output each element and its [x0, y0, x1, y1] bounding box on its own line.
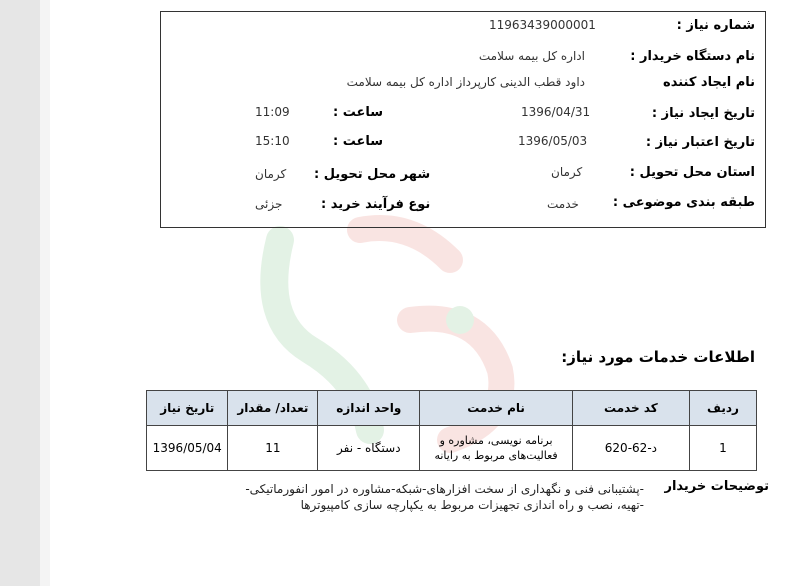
service-code-cell: د-62-620 [572, 426, 689, 471]
service-name-cell: برنامه نویسی، مشاوره و فعالیت‌های مربوط به رایانه [420, 426, 572, 471]
valid-time-label: ساعت : [333, 134, 384, 149]
created-date-value: 1396/04/31 [521, 105, 591, 119]
services-section-title: اطلاعات خدمات مورد نیاز: [561, 348, 755, 366]
col-unit-header: واحد اندازه [318, 391, 420, 426]
buyer-notes-label: توضیحات خریدار [664, 479, 769, 494]
created-date-label: تاریخ ایجاد نیاز : [651, 106, 755, 121]
need-number-label: شماره نیاز : [676, 18, 755, 33]
col-row-header: ردیف [689, 391, 756, 426]
buyer-notes-line-2: -تهیه، نصب و راه اندازی تجهیزات مربوط به یکپارچه سازی کامپیوترها [300, 498, 644, 512]
buyer-notes-text [194, 481, 644, 513]
services-table [146, 390, 757, 471]
left-gutter [0, 0, 41, 586]
creator-label: نام ایجاد کننده [663, 75, 755, 90]
col-code-header: کد خدمت [572, 391, 689, 426]
created-time-value: 11:09 [255, 105, 290, 119]
col-name-header: نام خدمت [420, 391, 572, 426]
row-number-cell: 1 [689, 426, 756, 471]
process-value: جزئی [255, 197, 283, 211]
need-date-cell: 1396/05/04 [147, 426, 228, 471]
valid-date-label: تاریخ اعتبار نیاز : [645, 135, 755, 150]
col-qty-header: تعداد/ مقدار [228, 391, 318, 426]
col-date-header: تاریخ نیاز [147, 391, 228, 426]
province-value: کرمان [551, 165, 583, 179]
valid-time-value: 15:10 [255, 134, 290, 148]
buyer-notes-line-1: -پشتیبانی فنی و نگهداری از سخت افزارهای-شبکه-مشاوره در امور انفورماتیکی- [245, 482, 644, 496]
buyer-org-label: نام دستگاه خریدار : [630, 49, 755, 64]
process-label: نوع فرآیند خرید : [321, 197, 431, 212]
created-time-label: ساعت : [333, 105, 384, 120]
city-label: شهر محل تحویل : [314, 167, 431, 182]
province-label: استان محل تحویل : [629, 165, 755, 180]
city-value: کرمان [255, 167, 287, 181]
quantity-cell: 11 [228, 426, 318, 471]
table-row [147, 426, 757, 471]
services-header-row [147, 391, 757, 426]
buyer-org-value: اداره کل بیمه سلامت [478, 49, 585, 63]
category-label: طبقه بندی موضوعی : [612, 195, 755, 210]
creator-value: داود قطب الدینی کارپرداز اداره کل بیمه سلامت [346, 75, 585, 89]
need-number-value: 1196343900000‌1 [489, 18, 596, 32]
category-value: خدمت [547, 197, 579, 211]
valid-date-value: 1396/05/03 [518, 134, 588, 148]
need-info-box [160, 11, 766, 228]
unit-cell: دستگاه - نفر [318, 426, 420, 471]
left-gutter-inner [40, 0, 50, 586]
